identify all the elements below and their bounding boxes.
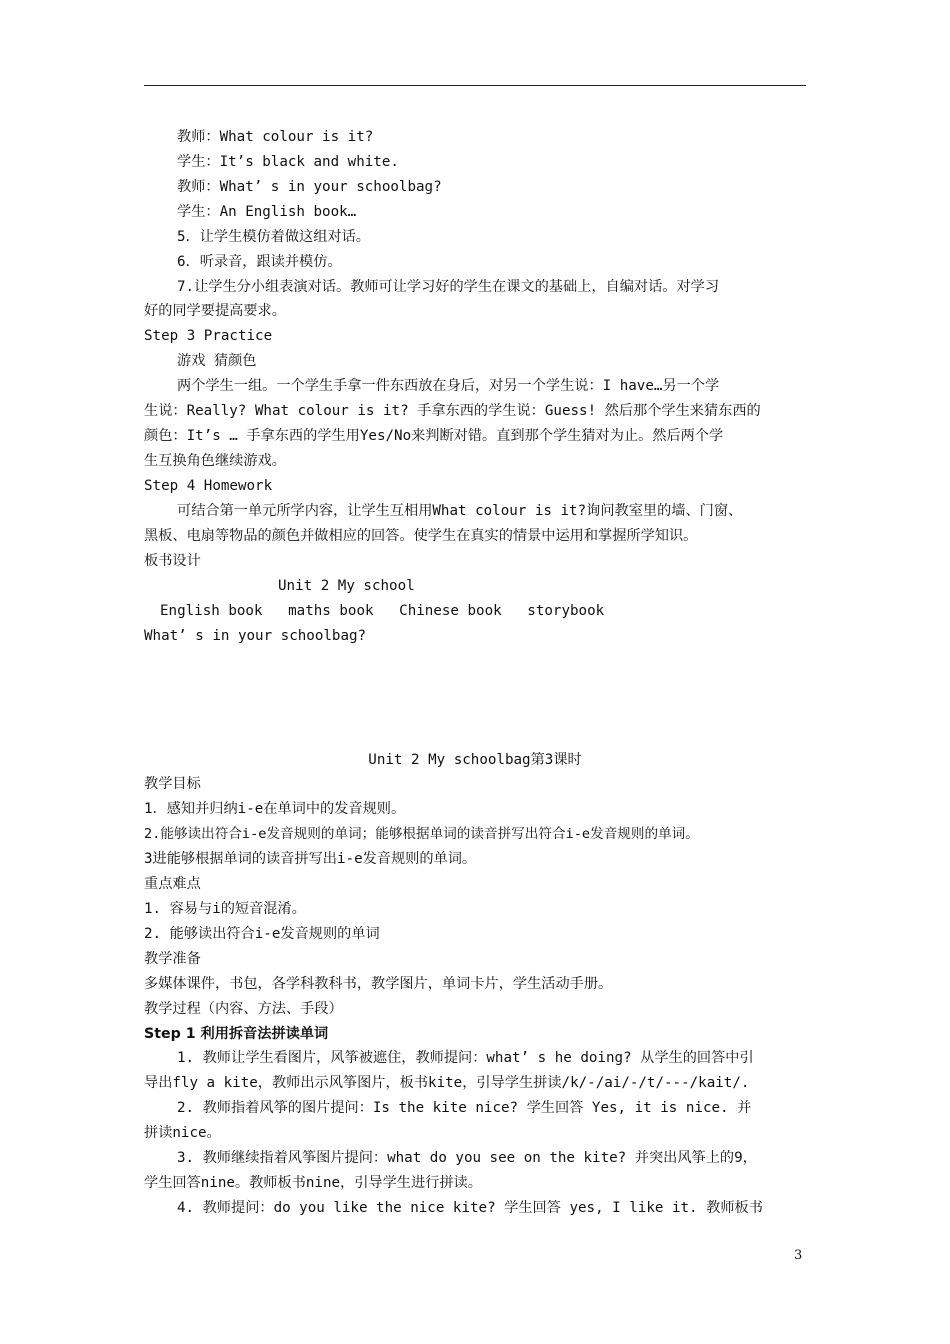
difficulty-item: 1. 容易与i的短音混淆。 bbox=[144, 901, 306, 917]
paragraph-line: 生互换角色继续游戏。 bbox=[144, 453, 286, 469]
paragraph-line: 颜色：It’s … 手拿东西的学生用Yes/No来判断对错。直到那个学生猜对为止。然后两个学 bbox=[144, 428, 724, 444]
paragraph-line: 可结合第一单元所学内容，让学生互相用What colour is it?询问教室里的墙、门窗、 bbox=[177, 503, 743, 519]
board-question: What’ s in your schoolbag? bbox=[144, 628, 367, 644]
board-words: English book maths book Chinese book storybook bbox=[160, 603, 605, 619]
section-heading: 教学过程（内容、方法、手段） bbox=[144, 1001, 343, 1017]
section-heading: Step 4 Homework bbox=[144, 478, 273, 494]
game-title: 游戏 猜颜色 bbox=[177, 353, 257, 369]
section-heading: 板书设计 bbox=[144, 553, 201, 569]
paragraph-line: 两个学生一组。一个学生手拿一件东西放在身后，对另一个学生说：I have…另一个学 bbox=[177, 378, 720, 394]
section-heading: 教学目标 bbox=[144, 776, 201, 792]
step-item-cont: 好的同学要提高要求。 bbox=[144, 303, 286, 319]
objective-item: 1．感知并归纳i-e在单词中的发音规则。 bbox=[144, 801, 406, 817]
board-title: Unit 2 My school bbox=[278, 578, 415, 594]
difficulty-item: 2. 能够读出符合i-e发音规则的单词 bbox=[144, 926, 380, 942]
procedure-line: 3. 教师继续指着风筝图片提问：what do you see on the kite? 并突出风筝上的9， bbox=[177, 1150, 757, 1166]
procedure-line: 2. 教师指着风筝的图片提问：Is the kite nice? 学生回答 Yes, it is nice. 并 bbox=[177, 1100, 752, 1116]
step-item: 5．让学生模仿着做这组对话。 bbox=[177, 229, 370, 245]
page-number: 3 bbox=[794, 1248, 803, 1263]
procedure-line: 学生回答nine。教师板书nine，引导学生进行拼读。 bbox=[144, 1175, 482, 1191]
paragraph-line: 生说：Really? What colour is it? 手拿东西的学生说：Guess! 然后那个学生来猜东西的 bbox=[144, 403, 761, 419]
procedure-line: 4. 教师提问：do you like the nice kite? 学生回答 yes, I like it. 教师板书 bbox=[177, 1200, 763, 1216]
step-item: 7.让学生分小组表演对话。教师可让学习好的学生在课文的基础上，自编对话。对学习 bbox=[177, 279, 720, 295]
procedure-line: 导出fly a kite，教师出示风筝图片，板书kite，引导学生拼读/k/-/ai/-/t/---/kait/. bbox=[144, 1075, 750, 1091]
step-heading: Step 1 利用拆音法拼读单词 bbox=[144, 1026, 329, 1042]
section-heading: 教学准备 bbox=[144, 951, 201, 967]
paragraph-line: 黑板、电扇等物品的颜色并做相应的回答。使学生在真实的情景中运用和掌握所学知识。 bbox=[144, 528, 698, 544]
dialog-line: 教师：What’ s in your schoolbag? bbox=[177, 179, 442, 195]
section-heading: 重点难点 bbox=[144, 876, 201, 892]
header-rule bbox=[144, 85, 806, 86]
lesson-title: Unit 2 My schoolbag第3课时 bbox=[368, 752, 582, 768]
step-item: 6．听录音，跟读并模仿。 bbox=[177, 254, 342, 270]
section-heading: Step 3 Practice bbox=[144, 328, 273, 344]
procedure-line: 1. 教师让学生看图片，风筝被遮住，教师提问：what’ s he doing? 从学生的回答中引 bbox=[177, 1050, 754, 1066]
dialog-line: 教师：What colour is it? bbox=[177, 129, 374, 145]
dialog-line: 学生：It’s black and white. bbox=[177, 154, 399, 170]
objective-item: 3进能够根据单词的读音拼写出i-e发音规则的单词。 bbox=[144, 851, 477, 867]
prep-materials: 多媒体课件，书包，各学科教科书，教学图片，单词卡片，学生活动手册。 bbox=[144, 976, 613, 992]
procedure-line: 拼读nice。 bbox=[144, 1125, 221, 1141]
objective-item: 2.能够读出符合i-e发音规则的单词；能够根据单词的读音拼写出符合i-e发音规则的单词。 bbox=[144, 826, 699, 842]
dialog-line: 学生：An English book… bbox=[177, 204, 357, 220]
